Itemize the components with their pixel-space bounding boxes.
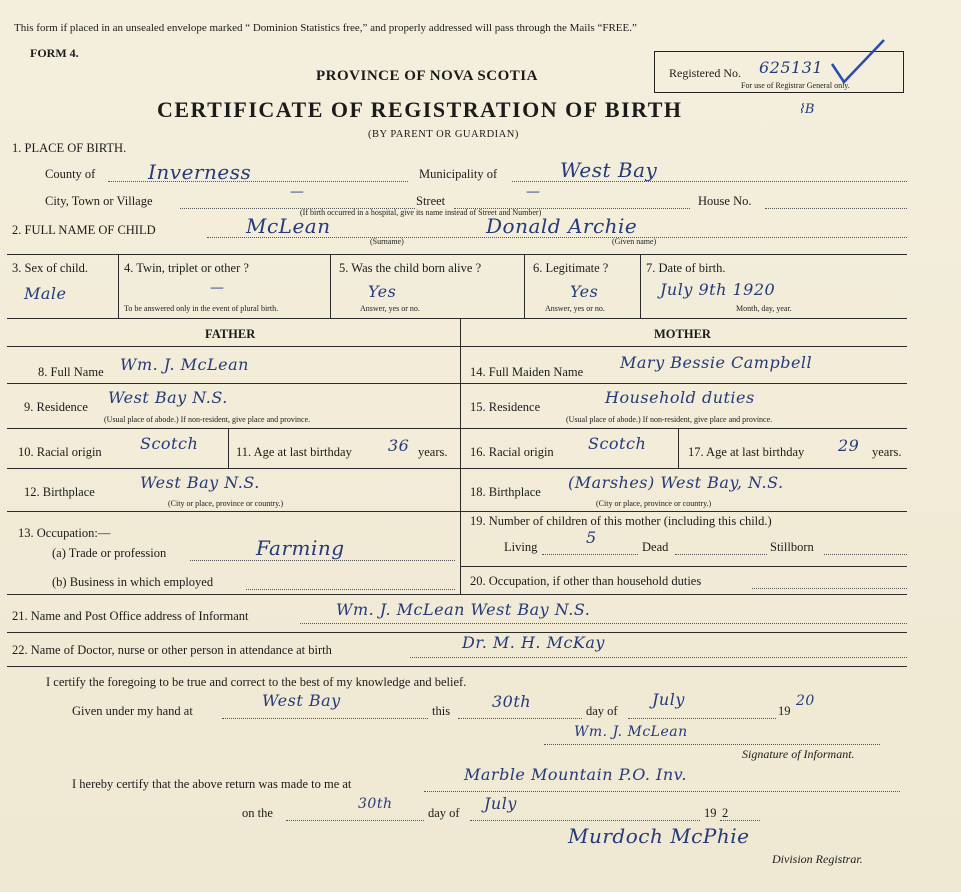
place-of-birth-label: 1. PLACE OF BIRTH.	[12, 141, 127, 155]
registrar-place: Marble Mountain P.O. Inv.	[464, 765, 687, 784]
division-registrar-caption: Division Registrar.	[772, 852, 863, 866]
city-label: City, Town or Village	[45, 194, 153, 208]
stamp-mark: ⌇B	[798, 102, 815, 117]
registrar-signature: Murdoch McPhie	[568, 824, 750, 848]
father-name-label: 8. Full Name	[38, 365, 104, 379]
given-place: West Bay	[262, 691, 341, 710]
twin-value: —	[210, 280, 225, 296]
father-residence-note: (Usual place of abode.) If non-resident, give place and province.	[104, 415, 311, 424]
father-heading: FATHER	[205, 327, 256, 341]
on-the-label: on the	[242, 806, 273, 820]
father-birthplace-label: 12. Birthplace	[24, 485, 95, 499]
father-age-label: 11. Age at last birthday	[236, 445, 352, 459]
mother-name: Mary Bessie Campbell	[620, 353, 813, 372]
alive-label: 5. Was the child born alive ?	[339, 261, 482, 275]
legitimate-note: Answer, yes or no.	[545, 304, 605, 313]
stillborn-label: Stillborn	[770, 540, 814, 554]
occupation-label: 13. Occupation:—	[18, 526, 111, 540]
twin-label: 4. Twin, triplet or other ?	[124, 261, 249, 275]
father-birthplace-note: (City or place, province or country.)	[168, 499, 284, 508]
sex-label: 3. Sex of child.	[12, 261, 89, 275]
year-suffix: 20	[796, 693, 815, 709]
mother-residence: Household duties	[605, 388, 755, 407]
county-value: Inverness	[148, 160, 252, 184]
municipality-label: Municipality of	[419, 167, 498, 181]
mother-years-label: years.	[872, 445, 902, 459]
page-subtitle: (BY PARENT OR GUARDIAN)	[368, 129, 519, 140]
certify-day: 30th	[492, 692, 532, 711]
check-mark-icon	[828, 38, 888, 88]
informant-value: Wm. J. McLean West Bay N.S.	[336, 600, 591, 619]
father-age: 36	[388, 436, 410, 455]
registration-month: July	[484, 794, 517, 813]
mother-birthplace-note: (City or place, province or country.)	[596, 499, 712, 508]
informant-signature-caption: Signature of Informant.	[742, 747, 855, 761]
alive-note: Answer, yes or no.	[360, 304, 420, 313]
alive-value: Yes	[368, 282, 397, 301]
given-under-label: Given under my hand at	[72, 704, 193, 718]
surname-caption: (Surname)	[370, 237, 404, 246]
father-name: Wm. J. McLean	[120, 355, 249, 374]
mother-heading: MOTHER	[654, 327, 711, 341]
street-label: Street	[416, 194, 446, 208]
child-surname: McLean	[246, 214, 331, 238]
father-race-label: 10. Racial origin	[18, 445, 102, 459]
living-label: Living	[504, 540, 538, 554]
child-name-label: 2. FULL NAME OF CHILD	[12, 223, 156, 237]
registration-year-prefix: 19	[704, 806, 717, 820]
mother-occupation-label: 20. Occupation, if other than household duties	[470, 574, 702, 588]
registration-day-of-label: day of	[428, 806, 460, 820]
mother-age: 29	[838, 436, 860, 455]
mother-birthplace-label: 18. Birthplace	[470, 485, 541, 499]
day-of-label: day of	[586, 704, 618, 718]
child-given-name: Donald Archie	[486, 214, 638, 238]
mother-race: Scotch	[588, 434, 647, 453]
father-residence-label: 9. Residence	[24, 400, 88, 414]
year-prefix: 19	[778, 704, 791, 718]
children-count-label: 19. Number of children of this mother (including this child.)	[470, 514, 772, 528]
this-label: this	[432, 704, 451, 718]
hospital-note: (If birth occurred in a hospital, give its name instead of Street and Number)	[300, 208, 542, 217]
dead-label: Dead	[642, 540, 669, 554]
given-name-caption: (Given name)	[612, 237, 657, 246]
dob-value: July 9th 1920	[660, 280, 776, 299]
province-heading: PROVINCE OF NOVA SCOTIA	[316, 68, 538, 84]
registered-number: 625131	[759, 58, 824, 77]
business-label: (b) Business in which employed	[52, 575, 214, 589]
father-race: Scotch	[140, 434, 199, 453]
dob-note: Month, day, year.	[736, 304, 792, 313]
sex-value: Male	[24, 284, 67, 303]
mother-birthplace: (Marshes) West Bay, N.S.	[568, 473, 784, 492]
doctor-value: Dr. M. H. McKay	[462, 633, 605, 652]
father-years-label: years.	[418, 445, 448, 459]
informant-signature: Wm. J. McLean	[574, 724, 688, 740]
registration-year-suffix: 2	[722, 806, 729, 820]
certify-month: July	[652, 690, 685, 709]
trade-label: (a) Trade or profession	[52, 546, 167, 560]
twin-note: To be answered only in the event of plural birth.	[124, 304, 279, 313]
mother-race-label: 16. Racial origin	[470, 445, 554, 459]
form-number: FORM 4.	[30, 46, 79, 60]
street-value: —	[526, 184, 541, 200]
legitimate-value: Yes	[570, 282, 599, 301]
registrar-use-note: For use of Registrar General only.	[741, 81, 850, 90]
father-residence: West Bay N.S.	[108, 388, 228, 407]
mother-age-label: 17. Age at last birthday	[688, 445, 805, 459]
registration-day: 30th	[358, 796, 393, 812]
mother-residence-label: 15. Residence	[470, 400, 541, 414]
page-title: CERTIFICATE OF REGISTRATION OF BIRTH	[157, 97, 683, 122]
registered-label: Registered No.	[669, 66, 741, 80]
mail-notice: This form if placed in an unsealed envelope marked “ Dominion Statistics free,” and properly addressed will pass through the Mails “FREE.”	[14, 22, 637, 34]
father-birthplace: West Bay N.S.	[140, 473, 260, 492]
living-value: 5	[586, 528, 597, 547]
registrar-certify-text: I hereby certify that the above return was made to me at	[72, 777, 352, 791]
house-number-label: House No.	[698, 194, 752, 208]
legitimate-label: 6. Legitimate ?	[533, 261, 609, 275]
dob-label: 7. Date of birth.	[646, 261, 726, 275]
city-value: —	[290, 184, 305, 200]
municipality-value: West Bay	[560, 158, 658, 182]
mother-residence-note: (Usual place of abode.) If non-resident, give place and province.	[566, 415, 773, 424]
informant-label: 21. Name and Post Office address of Informant	[12, 609, 249, 623]
trade-value: Farming	[256, 536, 345, 560]
mother-name-label: 14. Full Maiden Name	[470, 365, 584, 379]
certify-statement: I certify the foregoing to be true and correct to the best of my knowledge and belief.	[46, 675, 467, 689]
county-label: County of	[45, 167, 96, 181]
doctor-label: 22. Name of Doctor, nurse or other person in attendance at birth	[12, 643, 332, 657]
